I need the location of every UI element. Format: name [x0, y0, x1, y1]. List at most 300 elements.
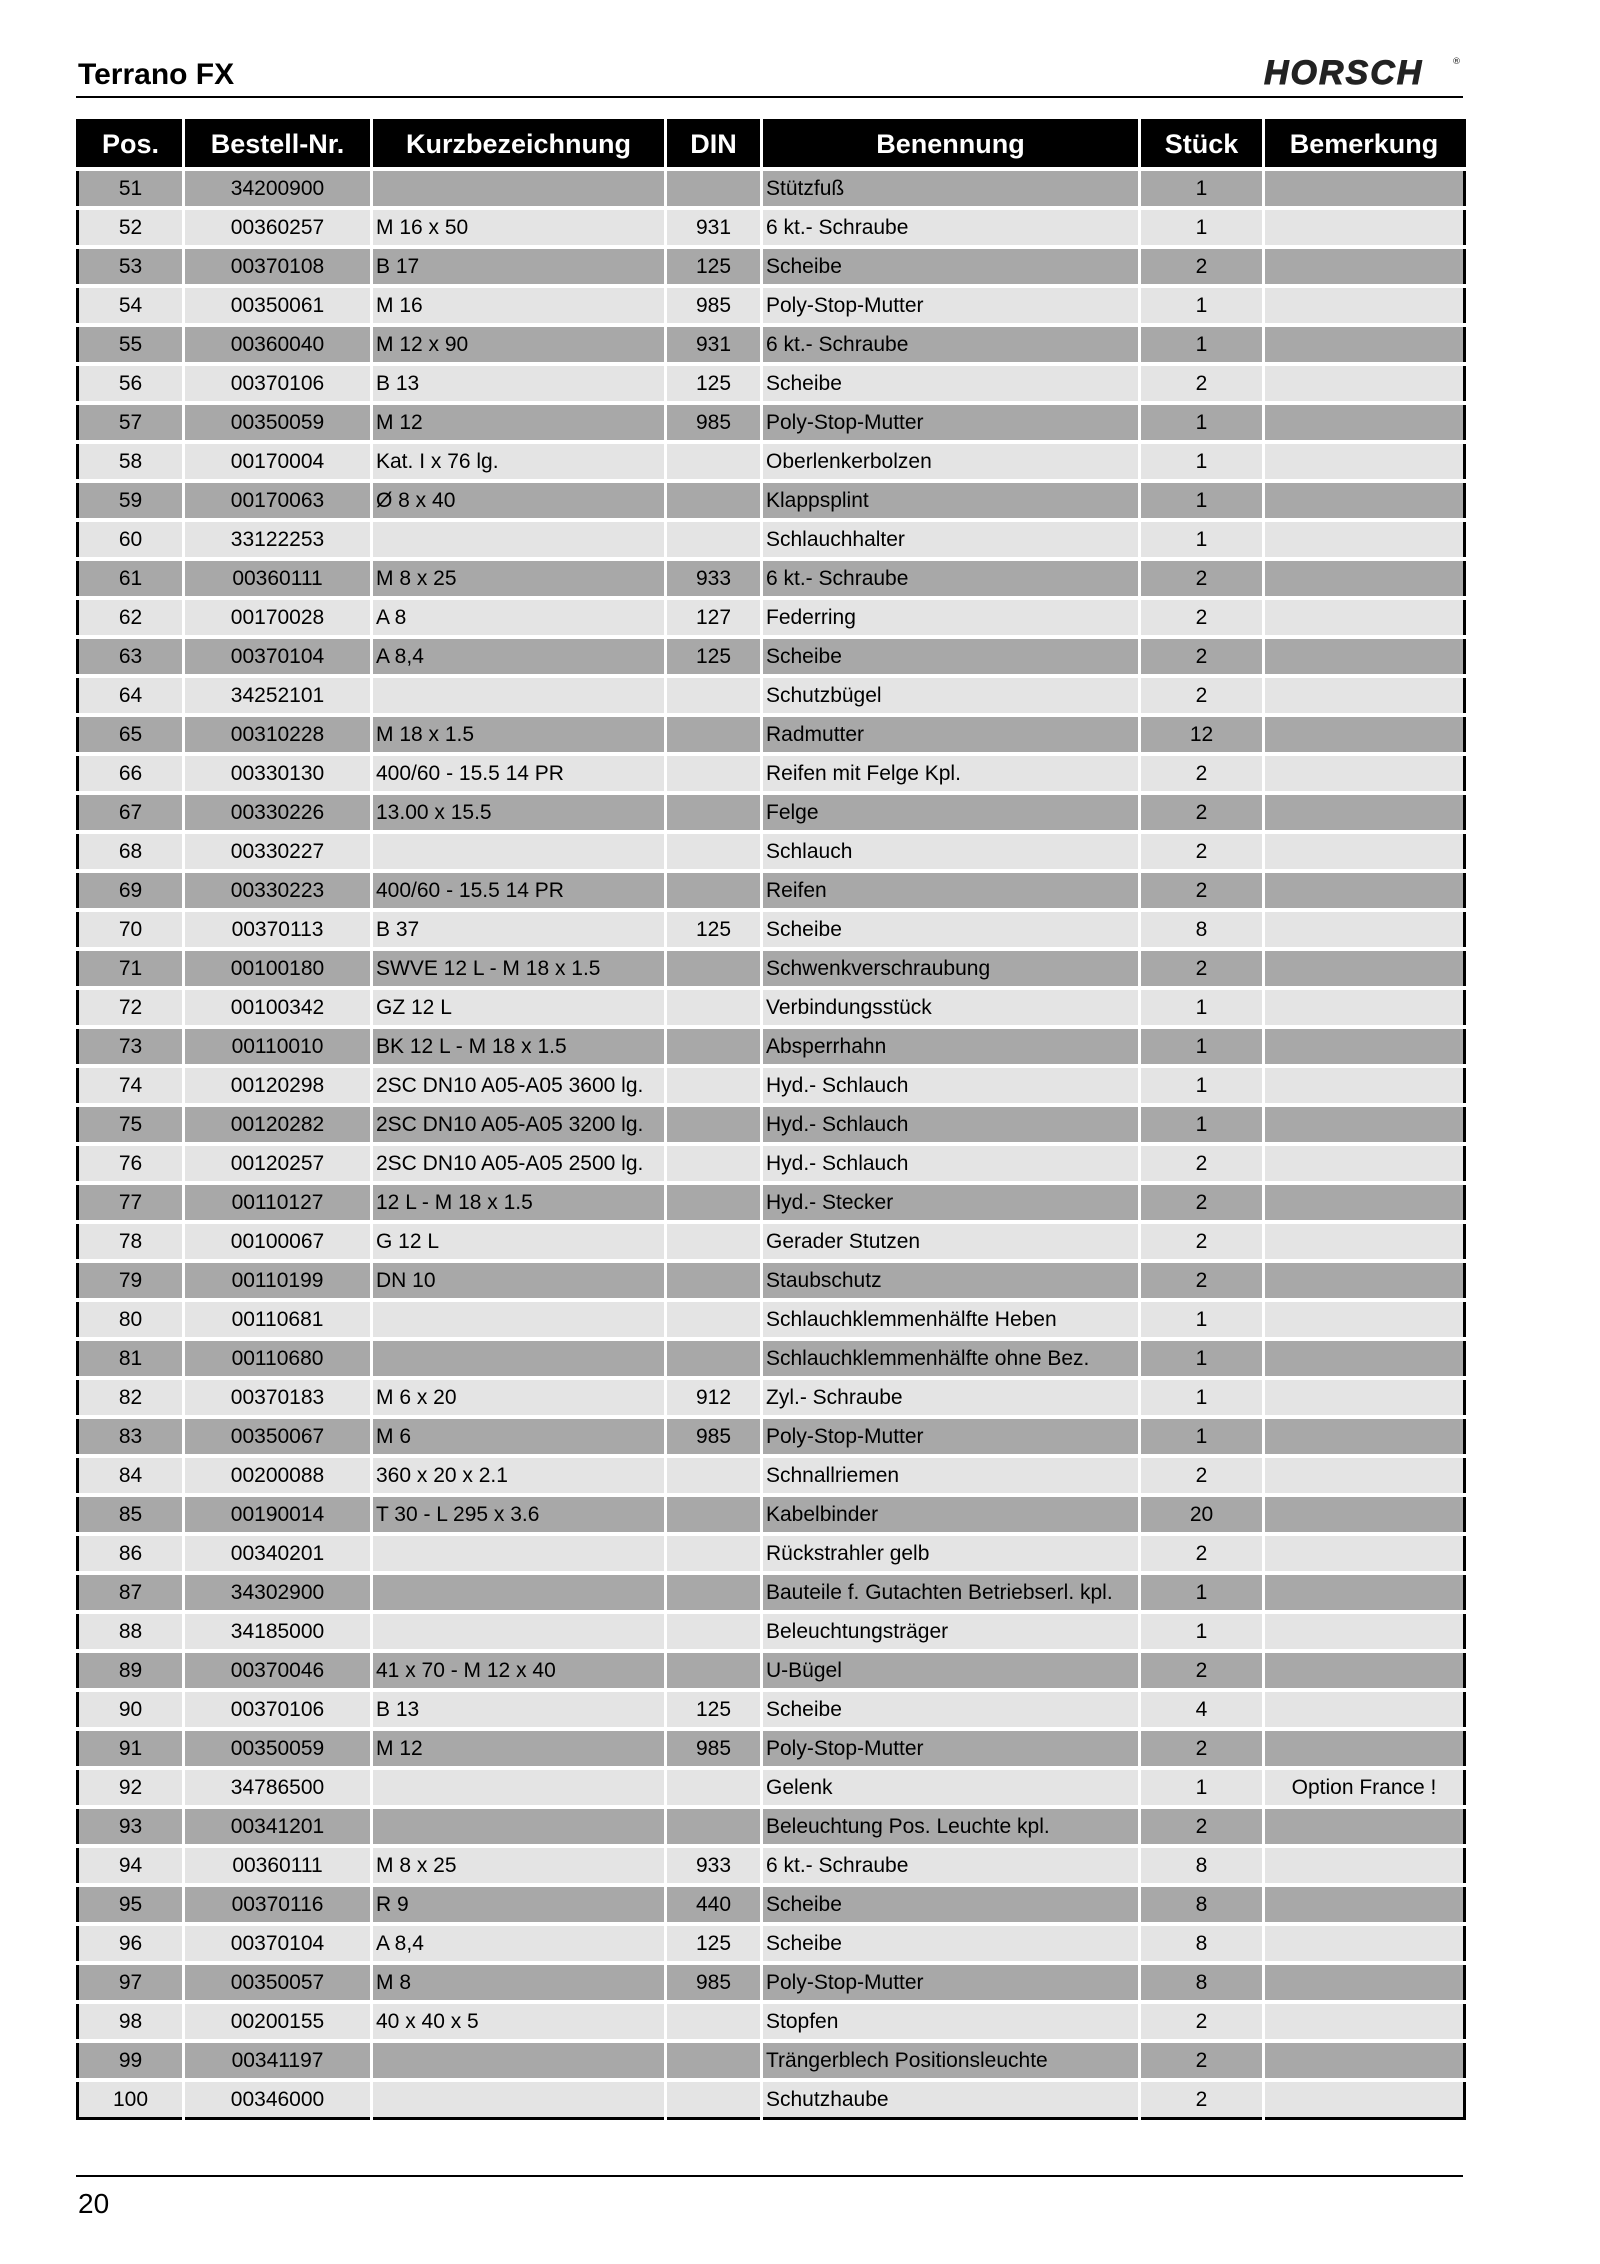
cell-pos: 83 [78, 1417, 184, 1456]
cell-bemerkung [1264, 1105, 1465, 1144]
cell-bestell-nr: 34200900 [184, 169, 372, 208]
cell-pos: 97 [78, 1963, 184, 2002]
cell-stueck: 12 [1140, 715, 1264, 754]
cell-pos: 75 [78, 1105, 184, 1144]
cell-benennung: Poly-Stop-Mutter [762, 286, 1140, 325]
table-row [78, 754, 1465, 793]
cell-kurzbezeichnung: 2SC DN10 A05-A05 3600 lg. [372, 1066, 666, 1105]
cell-kurzbezeichnung: BK 12 L - M 18 x 1.5 [372, 1027, 666, 1066]
cell-din [666, 1066, 762, 1105]
cell-din [666, 1027, 762, 1066]
cell-pos: 51 [78, 169, 184, 208]
cell-kurzbezeichnung: 13.00 x 15.5 [372, 793, 666, 832]
cell-din [666, 1105, 762, 1144]
cell-pos: 87 [78, 1573, 184, 1612]
cell-bemerkung [1264, 1027, 1465, 1066]
cell-bemerkung [1264, 559, 1465, 598]
cell-bemerkung [1264, 676, 1465, 715]
table-row [78, 832, 1465, 871]
table-row [78, 325, 1465, 364]
cell-bemerkung [1264, 949, 1465, 988]
column-header-din: DIN [666, 121, 762, 170]
cell-pos: 57 [78, 403, 184, 442]
cell-pos: 69 [78, 871, 184, 910]
table-row [78, 1924, 1465, 1963]
cell-bemerkung [1264, 793, 1465, 832]
cell-benennung: Reifen mit Felge Kpl. [762, 754, 1140, 793]
cell-pos: 60 [78, 520, 184, 559]
parts-table [76, 119, 1466, 2120]
cell-bemerkung [1264, 871, 1465, 910]
cell-kurzbezeichnung [372, 1534, 666, 1573]
cell-stueck: 1 [1140, 169, 1264, 208]
cell-stueck: 1 [1140, 1027, 1264, 1066]
cell-pos: 53 [78, 247, 184, 286]
cell-stueck: 2 [1140, 2080, 1264, 2119]
cell-bestell-nr: 34302900 [184, 1573, 372, 1612]
cell-din [666, 1807, 762, 1846]
cell-kurzbezeichnung: R 9 [372, 1885, 666, 1924]
cell-kurzbezeichnung [372, 1768, 666, 1807]
table-row [78, 1651, 1465, 1690]
cell-pos: 59 [78, 481, 184, 520]
cell-benennung: Schlauchklemmenhälfte ohne Bez. [762, 1339, 1140, 1378]
cell-bestell-nr: 00350061 [184, 286, 372, 325]
cell-bestell-nr: 00330226 [184, 793, 372, 832]
cell-kurzbezeichnung: A 8,4 [372, 1924, 666, 1963]
cell-kurzbezeichnung [372, 520, 666, 559]
cell-bemerkung [1264, 1456, 1465, 1495]
cell-bestell-nr: 00370046 [184, 1651, 372, 1690]
cell-kurzbezeichnung [372, 2041, 666, 2080]
cell-stueck: 1 [1140, 1378, 1264, 1417]
cell-bestell-nr: 00340201 [184, 1534, 372, 1573]
cell-stueck: 1 [1140, 403, 1264, 442]
cell-bestell-nr: 00110010 [184, 1027, 372, 1066]
header-divider [76, 96, 1463, 98]
cell-stueck: 8 [1140, 1885, 1264, 1924]
cell-kurzbezeichnung [372, 1612, 666, 1651]
cell-stueck: 20 [1140, 1495, 1264, 1534]
cell-benennung: Poly-Stop-Mutter [762, 1963, 1140, 2002]
cell-din: 985 [666, 1963, 762, 2002]
table-row [78, 247, 1465, 286]
column-header-bestell-nr: Bestell-Nr. [184, 121, 372, 170]
cell-bestell-nr: 00100067 [184, 1222, 372, 1261]
cell-benennung: Poly-Stop-Mutter [762, 403, 1140, 442]
cell-bestell-nr: 00370106 [184, 364, 372, 403]
table-row [78, 1495, 1465, 1534]
table-row [78, 169, 1465, 208]
cell-bestell-nr: 00110680 [184, 1339, 372, 1378]
cell-bestell-nr: 00350067 [184, 1417, 372, 1456]
cell-din [666, 2041, 762, 2080]
cell-bestell-nr: 00350057 [184, 1963, 372, 2002]
cell-benennung: Kabelbinder [762, 1495, 1140, 1534]
cell-bestell-nr: 00370106 [184, 1690, 372, 1729]
cell-bestell-nr: 00330130 [184, 754, 372, 793]
table-row [78, 2041, 1465, 2080]
cell-pos: 66 [78, 754, 184, 793]
cell-kurzbezeichnung: A 8,4 [372, 637, 666, 676]
cell-benennung: Gelenk [762, 1768, 1140, 1807]
cell-bestell-nr: 00200088 [184, 1456, 372, 1495]
cell-kurzbezeichnung [372, 1573, 666, 1612]
table-row [78, 1378, 1465, 1417]
cell-benennung: Beleuchtungsträger [762, 1612, 1140, 1651]
cell-bestell-nr: 00341201 [184, 1807, 372, 1846]
cell-kurzbezeichnung: SWVE 12 L - M 18 x 1.5 [372, 949, 666, 988]
cell-pos: 84 [78, 1456, 184, 1495]
cell-benennung: Schutzbügel [762, 676, 1140, 715]
cell-benennung: Reifen [762, 871, 1140, 910]
cell-kurzbezeichnung [372, 2080, 666, 2119]
cell-din: 125 [666, 247, 762, 286]
cell-stueck: 2 [1140, 793, 1264, 832]
cell-din: 125 [666, 1924, 762, 1963]
table-row [78, 481, 1465, 520]
cell-bemerkung [1264, 208, 1465, 247]
table-row [78, 910, 1465, 949]
cell-kurzbezeichnung: GZ 12 L [372, 988, 666, 1027]
cell-kurzbezeichnung: 40 x 40 x 5 [372, 2002, 666, 2041]
cell-din [666, 1495, 762, 1534]
cell-bemerkung [1264, 247, 1465, 286]
table-row [78, 1690, 1465, 1729]
cell-benennung: Scheibe [762, 1924, 1140, 1963]
cell-kurzbezeichnung: G 12 L [372, 1222, 666, 1261]
cell-benennung: Schlauch [762, 832, 1140, 871]
cell-bemerkung [1264, 1066, 1465, 1105]
cell-din: 125 [666, 1690, 762, 1729]
cell-pos: 58 [78, 442, 184, 481]
cell-bestell-nr: 00170063 [184, 481, 372, 520]
table-row [78, 1534, 1465, 1573]
column-header-stueck: Stück [1140, 121, 1264, 170]
cell-stueck: 1 [1140, 988, 1264, 1027]
cell-bestell-nr: 00341197 [184, 2041, 372, 2080]
cell-benennung: Stopfen [762, 2002, 1140, 2041]
cell-bestell-nr: 00120257 [184, 1144, 372, 1183]
cell-benennung: Schwenkverschraubung [762, 949, 1140, 988]
cell-bestell-nr: 00200155 [184, 2002, 372, 2041]
table-row [78, 403, 1465, 442]
table-row [78, 1417, 1465, 1456]
table-row [78, 364, 1465, 403]
cell-stueck: 1 [1140, 442, 1264, 481]
cell-benennung: Beleuchtung Pos. Leuchte kpl. [762, 1807, 1140, 1846]
table-row [78, 1300, 1465, 1339]
table-row [78, 949, 1465, 988]
cell-stueck: 1 [1140, 325, 1264, 364]
cell-bestell-nr: 00120298 [184, 1066, 372, 1105]
cell-pos: 90 [78, 1690, 184, 1729]
cell-din [666, 1612, 762, 1651]
cell-bemerkung [1264, 286, 1465, 325]
table-row [78, 1573, 1465, 1612]
cell-bestell-nr: 00360111 [184, 559, 372, 598]
cell-stueck: 1 [1140, 481, 1264, 520]
table-row [78, 1807, 1465, 1846]
cell-pos: 94 [78, 1846, 184, 1885]
cell-stueck: 2 [1140, 559, 1264, 598]
cell-kurzbezeichnung: 360 x 20 x 2.1 [372, 1456, 666, 1495]
cell-bemerkung [1264, 403, 1465, 442]
cell-stueck: 2 [1140, 1144, 1264, 1183]
cell-bemerkung [1264, 1651, 1465, 1690]
cell-benennung: Hyd.- Schlauch [762, 1066, 1140, 1105]
cell-benennung: Schlauchhalter [762, 520, 1140, 559]
cell-bestell-nr: 00100342 [184, 988, 372, 1027]
cell-benennung: Scheibe [762, 247, 1140, 286]
column-header-kurzbezeichnung: Kurzbezeichnung [372, 121, 666, 170]
cell-pos: 71 [78, 949, 184, 988]
cell-benennung: Federring [762, 598, 1140, 637]
cell-bemerkung [1264, 364, 1465, 403]
cell-stueck: 2 [1140, 871, 1264, 910]
cell-pos: 70 [78, 910, 184, 949]
cell-bemerkung [1264, 1612, 1465, 1651]
cell-din [666, 988, 762, 1027]
table-row [78, 1222, 1465, 1261]
cell-stueck: 2 [1140, 1222, 1264, 1261]
cell-din [666, 1534, 762, 1573]
cell-pos: 93 [78, 1807, 184, 1846]
cell-din [666, 1456, 762, 1495]
cell-benennung: Verbindungsstück [762, 988, 1140, 1027]
cell-bemerkung [1264, 1573, 1465, 1612]
cell-benennung: Stützfuß [762, 169, 1140, 208]
cell-din: 933 [666, 1846, 762, 1885]
cell-din [666, 715, 762, 754]
cell-bemerkung [1264, 1495, 1465, 1534]
cell-stueck: 2 [1140, 2041, 1264, 2080]
cell-benennung: Staubschutz [762, 1261, 1140, 1300]
cell-bestell-nr: 33122253 [184, 520, 372, 559]
cell-bemerkung [1264, 1261, 1465, 1300]
cell-stueck: 1 [1140, 286, 1264, 325]
cell-stueck: 2 [1140, 598, 1264, 637]
cell-bemerkung [1264, 1417, 1465, 1456]
cell-benennung: Schutzhaube [762, 2080, 1140, 2119]
cell-bestell-nr: 00360040 [184, 325, 372, 364]
cell-din: 933 [666, 559, 762, 598]
cell-bemerkung [1264, 1144, 1465, 1183]
cell-pos: 95 [78, 1885, 184, 1924]
cell-kurzbezeichnung: M 16 [372, 286, 666, 325]
cell-kurzbezeichnung: M 8 x 25 [372, 559, 666, 598]
table-row [78, 637, 1465, 676]
table-row [78, 1339, 1465, 1378]
cell-din: 985 [666, 286, 762, 325]
cell-pos: 89 [78, 1651, 184, 1690]
cell-kurzbezeichnung: A 8 [372, 598, 666, 637]
cell-benennung: Poly-Stop-Mutter [762, 1417, 1140, 1456]
cell-bemerkung [1264, 1963, 1465, 2002]
cell-kurzbezeichnung [372, 832, 666, 871]
column-header-pos: Pos. [78, 121, 184, 170]
cell-pos: 77 [78, 1183, 184, 1222]
cell-bemerkung [1264, 325, 1465, 364]
cell-benennung: Gerader Stutzen [762, 1222, 1140, 1261]
cell-stueck: 2 [1140, 1534, 1264, 1573]
cell-pos: 86 [78, 1534, 184, 1573]
table-row [78, 559, 1465, 598]
cell-bemerkung [1264, 1339, 1465, 1378]
cell-pos: 99 [78, 2041, 184, 2080]
cell-bestell-nr: 00346000 [184, 2080, 372, 2119]
cell-kurzbezeichnung: 2SC DN10 A05-A05 3200 lg. [372, 1105, 666, 1144]
cell-bemerkung [1264, 910, 1465, 949]
cell-bestell-nr: 00110681 [184, 1300, 372, 1339]
cell-bestell-nr: 00110199 [184, 1261, 372, 1300]
cell-kurzbezeichnung: DN 10 [372, 1261, 666, 1300]
table-row [78, 1885, 1465, 1924]
cell-benennung: Hyd.- Schlauch [762, 1144, 1140, 1183]
table-row [78, 1183, 1465, 1222]
cell-bestell-nr: 00370104 [184, 637, 372, 676]
cell-pos: 91 [78, 1729, 184, 1768]
cell-din [666, 1573, 762, 1612]
cell-benennung: Klappsplint [762, 481, 1140, 520]
cell-din [666, 442, 762, 481]
cell-benennung: Scheibe [762, 637, 1140, 676]
cell-stueck: 2 [1140, 1261, 1264, 1300]
cell-stueck: 8 [1140, 1924, 1264, 1963]
cell-stueck: 1 [1140, 1066, 1264, 1105]
cell-din [666, 1651, 762, 1690]
cell-din [666, 520, 762, 559]
table-header-row [78, 121, 1465, 170]
cell-pos: 82 [78, 1378, 184, 1417]
cell-benennung: 6 kt.- Schraube [762, 208, 1140, 247]
cell-stueck: 2 [1140, 1651, 1264, 1690]
cell-bemerkung [1264, 1885, 1465, 1924]
cell-kurzbezeichnung: B 37 [372, 910, 666, 949]
cell-pos: 85 [78, 1495, 184, 1534]
cell-kurzbezeichnung: M 6 [372, 1417, 666, 1456]
cell-benennung: U-Bügel [762, 1651, 1140, 1690]
cell-stueck: 1 [1140, 1612, 1264, 1651]
cell-benennung: Oberlenkerbolzen [762, 442, 1140, 481]
cell-pos: 78 [78, 1222, 184, 1261]
cell-stueck: 2 [1140, 832, 1264, 871]
table-row [78, 1963, 1465, 2002]
cell-din: 125 [666, 910, 762, 949]
cell-bestell-nr: 34786500 [184, 1768, 372, 1807]
horsch-logo [1262, 50, 1462, 94]
cell-pos: 92 [78, 1768, 184, 1807]
cell-bestell-nr: 00370108 [184, 247, 372, 286]
cell-bestell-nr: 00110127 [184, 1183, 372, 1222]
cell-stueck: 1 [1140, 1573, 1264, 1612]
cell-pos: 56 [78, 364, 184, 403]
cell-din [666, 949, 762, 988]
cell-stueck: 2 [1140, 2002, 1264, 2041]
cell-din [666, 1222, 762, 1261]
cell-stueck: 1 [1140, 1339, 1264, 1378]
cell-din [666, 1144, 762, 1183]
cell-bestell-nr: 00170028 [184, 598, 372, 637]
table-row [78, 598, 1465, 637]
cell-kurzbezeichnung: M 12 [372, 403, 666, 442]
cell-kurzbezeichnung: M 18 x 1.5 [372, 715, 666, 754]
table-row [78, 208, 1465, 247]
cell-pos: 98 [78, 2002, 184, 2041]
cell-kurzbezeichnung: 2SC DN10 A05-A05 2500 lg. [372, 1144, 666, 1183]
footer-divider [76, 2175, 1463, 2177]
cell-kurzbezeichnung: 400/60 - 15.5 14 PR [372, 871, 666, 910]
cell-bestell-nr: 00330223 [184, 871, 372, 910]
cell-pos: 73 [78, 1027, 184, 1066]
cell-benennung: Absperrhahn [762, 1027, 1140, 1066]
cell-bemerkung [1264, 520, 1465, 559]
cell-pos: 62 [78, 598, 184, 637]
table-row [78, 1768, 1465, 1807]
cell-kurzbezeichnung: 12 L - M 18 x 1.5 [372, 1183, 666, 1222]
cell-pos: 81 [78, 1339, 184, 1378]
cell-bestell-nr: 00330227 [184, 832, 372, 871]
cell-benennung: Hyd.- Schlauch [762, 1105, 1140, 1144]
cell-bestell-nr: 00360111 [184, 1846, 372, 1885]
cell-stueck: 8 [1140, 910, 1264, 949]
logo-text: HORSCH [1264, 54, 1424, 92]
column-header-bemerkung: Bemerkung [1264, 121, 1465, 170]
table-row [78, 442, 1465, 481]
table-row [78, 1261, 1465, 1300]
cell-pos: 64 [78, 676, 184, 715]
cell-kurzbezeichnung: B 13 [372, 1690, 666, 1729]
cell-benennung: Bauteile f. Gutachten Betriebserl. kpl. [762, 1573, 1140, 1612]
cell-kurzbezeichnung: 400/60 - 15.5 14 PR [372, 754, 666, 793]
table-row [78, 988, 1465, 1027]
table-row [78, 1027, 1465, 1066]
cell-bemerkung: Option France ! [1264, 1768, 1465, 1807]
cell-bemerkung [1264, 988, 1465, 1027]
cell-bemerkung [1264, 715, 1465, 754]
cell-stueck: 2 [1140, 1183, 1264, 1222]
cell-din [666, 1261, 762, 1300]
table-row [78, 286, 1465, 325]
cell-din [666, 832, 762, 871]
cell-pos: 54 [78, 286, 184, 325]
table-row [78, 871, 1465, 910]
cell-bestell-nr: 00370113 [184, 910, 372, 949]
cell-benennung: Radmutter [762, 715, 1140, 754]
cell-benennung: Scheibe [762, 1885, 1140, 1924]
cell-bestell-nr: 00360257 [184, 208, 372, 247]
cell-din: 125 [666, 364, 762, 403]
cell-bemerkung [1264, 2002, 1465, 2041]
cell-pos: 55 [78, 325, 184, 364]
cell-benennung: Schnallriemen [762, 1456, 1140, 1495]
cell-din: 985 [666, 1729, 762, 1768]
cell-benennung: Felge [762, 793, 1140, 832]
cell-benennung: Zyl.- Schraube [762, 1378, 1140, 1417]
cell-pos: 100 [78, 2080, 184, 2119]
table-row [78, 1456, 1465, 1495]
cell-din: 931 [666, 208, 762, 247]
table-row [78, 2002, 1465, 2041]
cell-bemerkung [1264, 754, 1465, 793]
table-row [78, 520, 1465, 559]
cell-din: 440 [666, 1885, 762, 1924]
cell-bemerkung [1264, 442, 1465, 481]
cell-din: 985 [666, 1417, 762, 1456]
cell-benennung: Rückstrahler gelb [762, 1534, 1140, 1573]
cell-pos: 76 [78, 1144, 184, 1183]
cell-pos: 61 [78, 559, 184, 598]
